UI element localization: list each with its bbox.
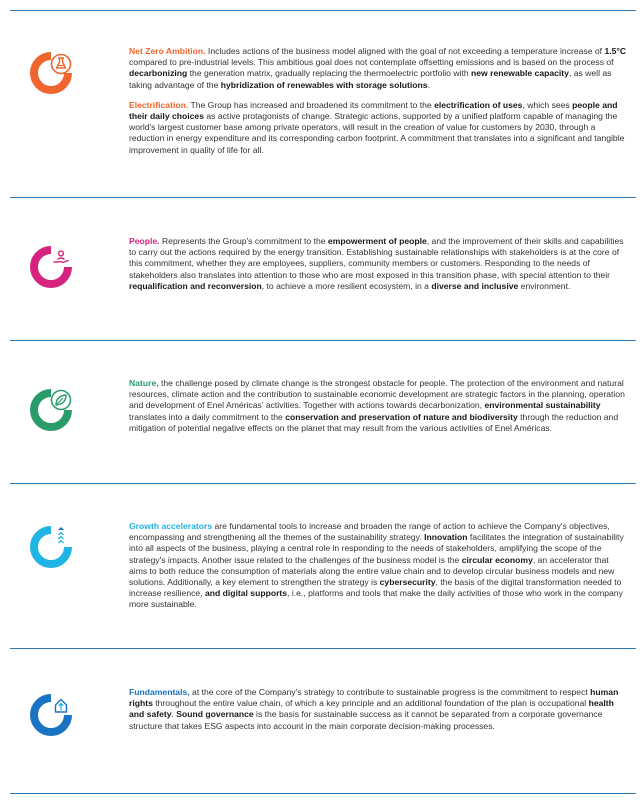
emphasis-text: and digital supports xyxy=(204,588,288,599)
body-text: environment. xyxy=(518,280,571,291)
net-zero-text xyxy=(129,46,629,165)
section-divider xyxy=(10,10,636,11)
section-keyword: Growth accelerators xyxy=(129,521,213,531)
emphasis-text: environmental sustainability xyxy=(484,400,601,411)
emphasis-text: human rights xyxy=(129,687,619,709)
body-text: compared to pre-industrial levels. This ambitious goal does not contemplate offsetting emissions and is based on the process of xyxy=(129,57,614,68)
body-text: , the basis of the digital transformation needed to increase resilience, xyxy=(129,577,622,599)
emphasis-text: hybridization of renewables with storage solutions xyxy=(220,79,428,90)
emphasis-text: Innovation xyxy=(424,532,468,543)
body-text: . xyxy=(427,79,430,90)
emphasis-text: Sound governance xyxy=(176,709,254,720)
body-text: translates into a daily commitment to the xyxy=(129,411,286,422)
flask-icon xyxy=(28,50,74,96)
body-text: the generation matrix, gradually replacing the thermoelectric portfolio with xyxy=(187,68,472,79)
section-keyword: Net Zero Ambition. xyxy=(129,46,206,56)
emphasis-text: circular economy xyxy=(461,554,533,565)
fundamentals-text xyxy=(129,687,629,741)
emphasis-text: health and safety xyxy=(129,698,614,720)
section-keyword: Electrification. xyxy=(129,99,189,110)
body-text: , as well as taking advantage of the xyxy=(129,68,612,90)
house-arrow-icon xyxy=(28,692,74,738)
section-keyword: People. xyxy=(129,236,160,246)
section-divider xyxy=(10,793,636,794)
emphasis-text: conservation and preservation of nature and biodiversity xyxy=(285,411,518,422)
body-text: Includes actions of the business model aligned with the goal of not exceeding a temperature increase of xyxy=(205,46,605,56)
section-divider xyxy=(10,197,636,198)
emphasis-text: empowerment of people xyxy=(327,236,427,246)
leaf-icon xyxy=(28,387,74,433)
body-text: Represents the Group's commitment to the xyxy=(159,236,328,246)
section-divider xyxy=(10,483,636,484)
body-text: is the basis for sustainable success as it cannot be separated from a corporate governance structure that takes ESG aspects into account in the main corporate decision-making processes. xyxy=(129,709,603,731)
body-text: . xyxy=(171,709,177,720)
emphasis-text: electrification of uses xyxy=(434,99,523,110)
section-divider xyxy=(10,648,636,649)
emphasis-text: cybersecurity xyxy=(379,577,436,588)
body-text: facilitates the integration of sustainability into all aspects of the business, playing a central role in responding to the needs of stakeholders, amplifying the scope of the strategy's impacts. Another issue related to the challenges of the business model is the xyxy=(129,532,624,565)
electrification-paragraph xyxy=(129,100,629,156)
people-paragraph xyxy=(129,236,629,292)
growth-paragraph xyxy=(129,521,629,611)
body-text: , i.e., platforms and tools that make the daily activities of those who work in the company more sustainable. xyxy=(129,588,623,610)
nature-text xyxy=(129,378,629,443)
section-keyword: Fundamentals, xyxy=(129,687,190,697)
body-text: , and the improvement of their skills and capabilities to carry out the actions required by the energy transition. Establishing sustainable relationships with stakeholders is at the core of this commitment, whether they are employees, suppliers, community members or customers. Responding to the needs of stakeholders also translates into attention to those who are most exposed in this transition phase, with special attention to their xyxy=(129,236,624,280)
body-text: at the core of the Company's strategy to contribute to sustainable progress is the commitment to respect xyxy=(189,687,591,697)
body-text: , an accelerator that aims to both reduce the consumption of materials along the entire value chain and to develop circular business models and new solutions. Additionally, a key element to strengthen the strategy is xyxy=(129,554,615,588)
body-text: The Group has increased and broadened its commitment to the xyxy=(188,99,435,110)
body-text: as active protagonists of change. Strategic actions, supported by a unified platform capable of managing the world's largest customer base among private operators, will result in the creation of value for customers by 2030, through a reduction in energy expenditure and its corresponding carbon footprint. A commitment that translates into a significant and tangible improvement in quality of life for all. xyxy=(129,111,625,155)
body-text: through the reduction and mitigation of potential negative effects on the planet that may result from the various activities of Enel Américas. xyxy=(129,411,619,433)
body-text: are fundamental tools to increase and broaden the range of action to achieve the Company's objectives, encompassing and strengthening all the themes of the sustainability strategy. xyxy=(129,521,610,543)
nature-paragraph xyxy=(129,378,629,434)
body-text: the challenge posed by climate change is the strongest obstacle for people. The protection of the environment and natural resources, climate action and the contribution to sustainable economic development are strategic factors in the planning, operation and development of Enel Américas' activities. Together with actions towards decarbonization, xyxy=(129,378,625,411)
body-text: , which sees xyxy=(522,99,573,110)
hand-person-icon xyxy=(28,244,74,290)
arrows-up-icon xyxy=(28,524,74,570)
emphasis-text: 1.5°C xyxy=(604,46,627,56)
fundamentals-paragraph xyxy=(129,687,629,732)
emphasis-text: decarbonizing xyxy=(129,68,188,79)
net-zero-paragraph xyxy=(129,46,629,91)
section-keyword: Nature, xyxy=(129,378,159,388)
emphasis-text: requalification and reconversion xyxy=(129,280,262,291)
growth-text xyxy=(129,521,629,620)
people-text xyxy=(129,236,629,301)
emphasis-text: people and their daily choices xyxy=(129,99,618,122)
section-divider xyxy=(10,340,636,341)
emphasis-text: diverse and inclusive xyxy=(431,280,519,291)
emphasis-text: new renewable capacity xyxy=(471,68,569,79)
body-text: , to achieve a more resilient ecosystem, in a xyxy=(261,280,432,291)
body-text: throughout the entire value chain, of which a key principle and an additional foundation of the plan is occupational xyxy=(152,698,589,709)
